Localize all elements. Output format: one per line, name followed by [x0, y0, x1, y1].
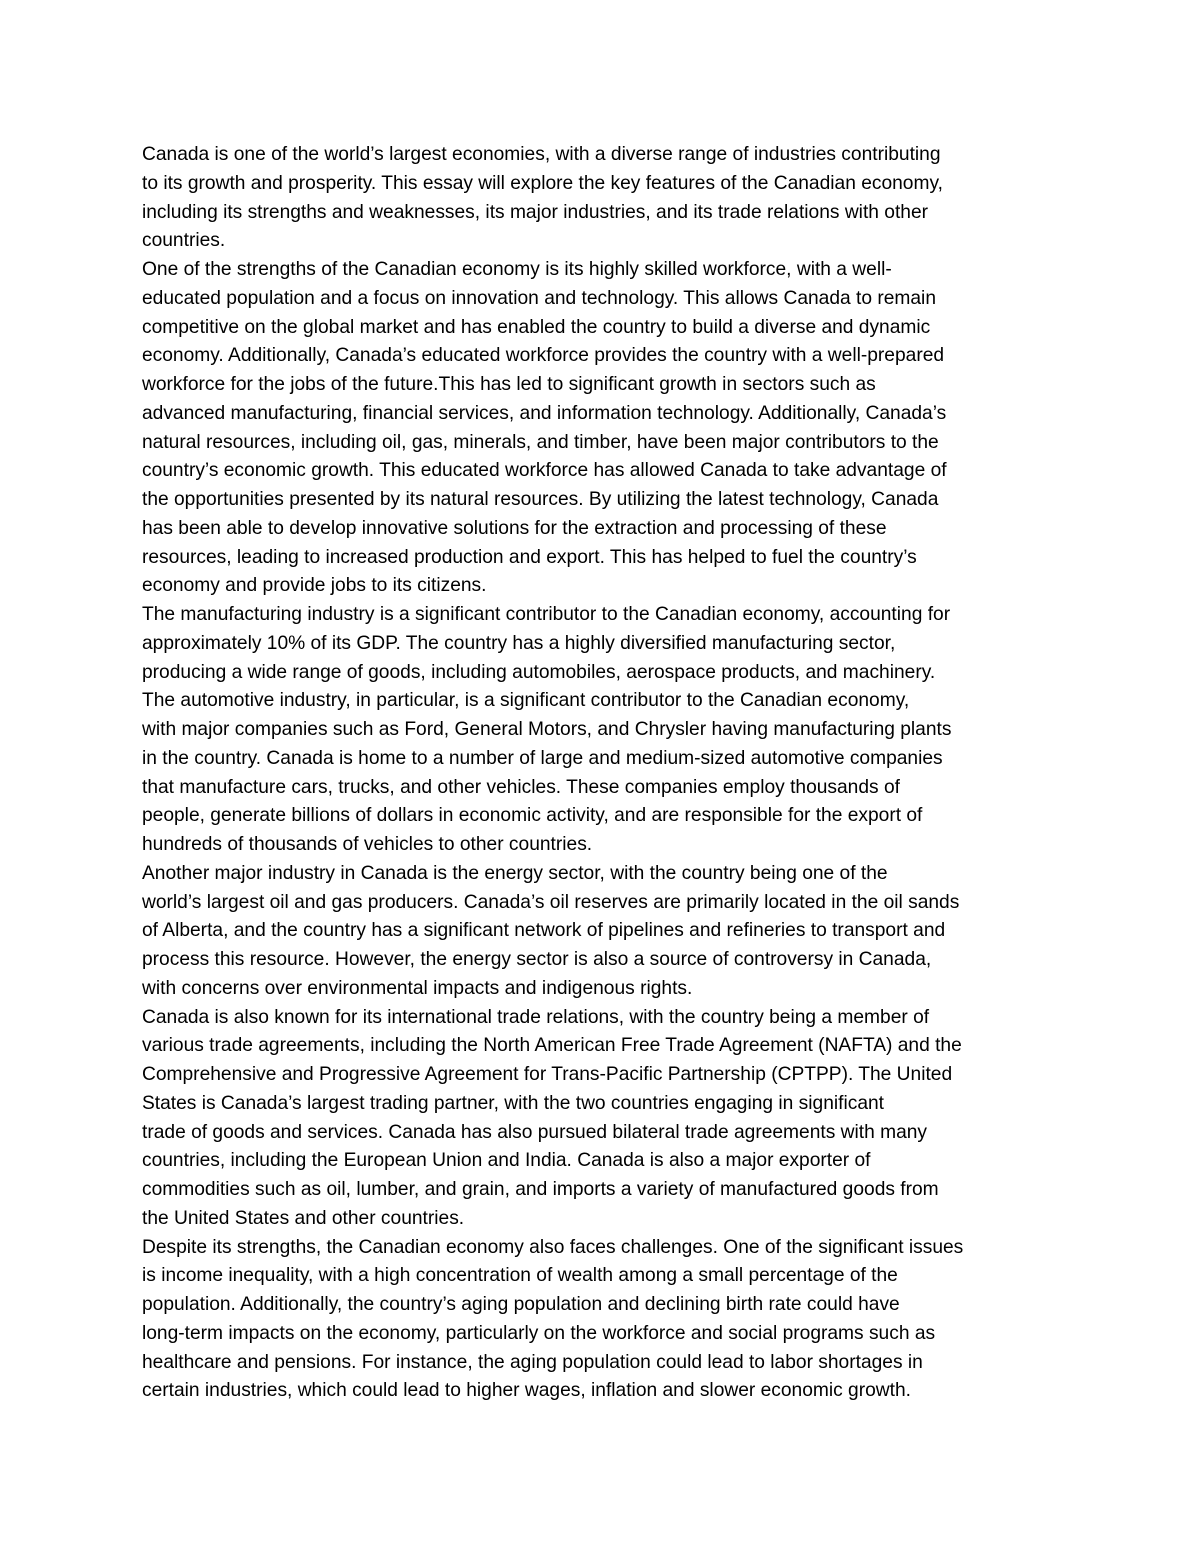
text-line: hundreds of thousands of vehicles to other countries. [142, 834, 593, 855]
text-line: process this resource. However, the energy sector is also a source of controversy in Canada, [142, 949, 932, 970]
text-line: commodities such as oil, lumber, and grain, and imports a variety of manufactured goods from [142, 1179, 939, 1200]
text-line: healthcare and pensions. For instance, the aging population could lead to labor shortages in [142, 1351, 923, 1373]
text-line: trade of goods and services. Canada has also pursued bilateral trade agreements with many [142, 1121, 928, 1143]
text-line: workforce for the jobs of the future.This has led to significant growth in sectors such as [142, 374, 876, 395]
text-line: the opportunities presented by its natural resources. By utilizing the latest technology, Canada [142, 489, 939, 510]
text-line: with major companies such as Ford, General Motors, and Chrysler having manufacturing plants [142, 719, 952, 740]
text-line: producing a wide range of goods, including automobiles, aerospace products, and machinery. [142, 661, 936, 683]
text-line: competitive on the global market and has enabled the country to build a diverse and dynamic [142, 316, 931, 338]
text-line: The manufacturing industry is a significant contributor to the Canadian economy, accounting for [142, 604, 951, 625]
text-line: One of the strengths of the Canadian economy is its highly skilled workforce, with a well- [142, 259, 892, 280]
text-line: States is Canada’s largest trading partner, with the two countries engaging in significant [142, 1092, 884, 1114]
text-line: economy. Additionally, Canada’s educated workforce provides the country with a well-prepared [142, 345, 945, 367]
text-line: long-term impacts on the economy, particularly on the workforce and social programs such as [142, 1322, 936, 1344]
text-line: countries, including the European Union and India. Canada is also a major exporter of [142, 1150, 871, 1172]
essay-body [142, 141, 1082, 1406]
text-line: Canada is also known for its international trade relations, with the country being a member of [142, 1006, 930, 1028]
text-line: the United States and other countries. [142, 1207, 465, 1229]
text-line: Despite its strengths, the Canadian economy also faces challenges. One of the significant issues [142, 1236, 964, 1258]
text-line: resources, leading to increased production and export. This has helped to fuel the country’s [142, 546, 917, 568]
text-line: certain industries, which could lead to higher wages, inflation and slower economic growth. [142, 1380, 911, 1402]
text-line: people, generate billions of dollars in economic activity, and are responsible for the export of [142, 805, 923, 827]
text-line: has been able to develop innovative solutions for the extraction and processing of these [142, 517, 887, 539]
text-line: population. Additionally, the country’s aging population and declining birth rate could have [142, 1294, 900, 1315]
text-line: Canada is one of the world’s largest economies, with a diverse range of industries contributing [142, 144, 941, 165]
text-line: approximately 10% of its GDP. The country has a highly diversified manufacturing sector, [142, 632, 896, 654]
text-line: Another major industry in Canada is the energy sector, with the country being one of the [142, 862, 888, 884]
text-line: advanced manufacturing, financial services, and information technology. Additionally, Canada’s [142, 402, 947, 424]
text-line: countries. [142, 230, 226, 252]
text-line: of Alberta, and the country has a significant network of pipelines and refineries to transport and [142, 920, 946, 942]
text-line: including its strengths and weaknesses, its major industries, and its trade relations with other [142, 201, 929, 223]
text-line: country’s economic growth. This educated workforce has allowed Canada to take advantage of [142, 460, 947, 482]
text-line: natural resources, including oil, gas, minerals, and timber, have been major contributors to the [142, 431, 939, 453]
text-line: economy and provide jobs to its citizens. [142, 575, 487, 597]
text-line: various trade agreements, including the North American Free Trade Agreement (NAFTA) and the [142, 1035, 962, 1057]
text-line: educated population and a focus on innovation and technology. This allows Canada to remain [142, 287, 936, 309]
text-line: Comprehensive and Progressive Agreement for Trans-Pacific Partnership (CPTPP). The United [142, 1064, 953, 1085]
text-line: is income inequality, with a high concentration of wealth among a small percentage of the [142, 1265, 898, 1287]
text-line: world’s largest oil and gas producers. Canada’s oil reserves are primarily located in the oil sands [142, 891, 960, 913]
text-line: with concerns over environmental impacts and indigenous rights. [142, 977, 693, 999]
text-line: that manufacture cars, trucks, and other vehicles. These companies employ thousands of [142, 776, 900, 798]
text-line: to its growth and prosperity. This essay will explore the key features of the Canadian economy, [142, 172, 943, 194]
text-line: The automotive industry, in particular, is a significant contributor to the Canadian economy, [142, 690, 910, 712]
text-line: in the country. Canada is home to a number of large and medium-sized automotive companies [142, 747, 943, 769]
